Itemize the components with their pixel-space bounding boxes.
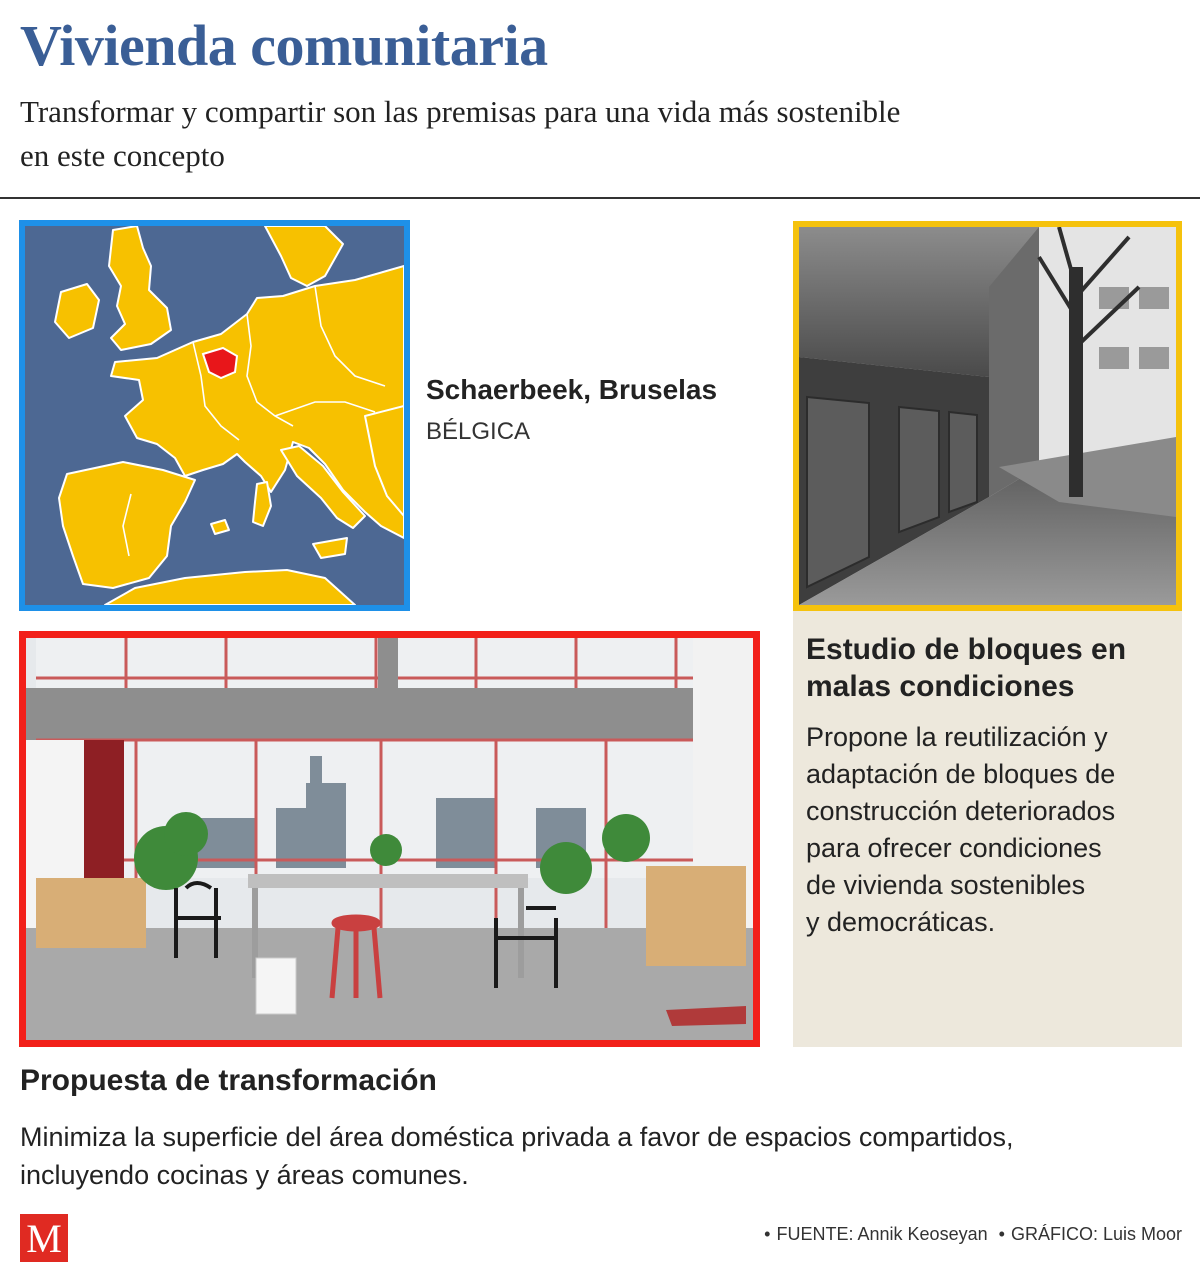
credits <box>758 1224 1182 1245</box>
study-text-line: construcción deteriorados <box>806 796 1116 826</box>
bullet-icon: • <box>764 1224 771 1244</box>
europe-map <box>19 220 410 611</box>
proposal-text-line-2: incluyendo cocinas y áreas comunes. <box>20 1160 469 1190</box>
study-title <box>806 631 1176 705</box>
study-text-line: de vivienda sostenibles <box>806 870 1086 900</box>
study-text-line: Propone la reutilización y <box>806 722 1108 752</box>
source-label: FUENTE: <box>776 1224 854 1244</box>
page-subtitle <box>20 90 1120 178</box>
proposal-text <box>20 1118 1180 1194</box>
study-text-line: adaptación de bloques de <box>806 759 1116 789</box>
subtitle-line-2: en este concepto <box>20 138 225 173</box>
source-value: Annik Keoseyan <box>857 1224 988 1244</box>
graphic-label: GRÁFICO: <box>1010 1224 1098 1244</box>
europe-map-icon <box>25 226 404 605</box>
study-title-line-2: malas condiciones <box>806 670 1075 703</box>
proposal-text-line-1: Minimiza la superficie del área doméstica privada a favor de espacios compartidos, <box>20 1122 1014 1152</box>
study-title-line-1: Estudio de bloques en <box>806 633 1127 666</box>
proposal-title: Propuesta de transformación <box>20 1064 437 1097</box>
bullet-icon: • <box>998 1224 1005 1244</box>
study-text-line: y democráticas. <box>806 907 996 937</box>
subtitle-line-1: Transformar y compartir son las premisas para una vida más sostenible <box>20 94 901 129</box>
milenio-logo: M <box>20 1214 68 1262</box>
graphic-value: Luis Moor <box>1102 1224 1182 1244</box>
building-photo <box>793 221 1182 611</box>
study-text-line: para ofrecer condiciones <box>806 833 1102 863</box>
study-panel <box>793 611 1182 1047</box>
study-text <box>806 719 1176 941</box>
location-country: BÉLGICA <box>426 418 531 445</box>
interior-render-icon <box>26 638 753 1040</box>
header-divider <box>0 197 1200 199</box>
location-name: Schaerbeek, Bruselas <box>426 374 718 405</box>
page-title: Vivienda comunitaria <box>20 13 548 78</box>
building-photo-icon <box>799 227 1176 605</box>
interior-render <box>19 631 760 1047</box>
